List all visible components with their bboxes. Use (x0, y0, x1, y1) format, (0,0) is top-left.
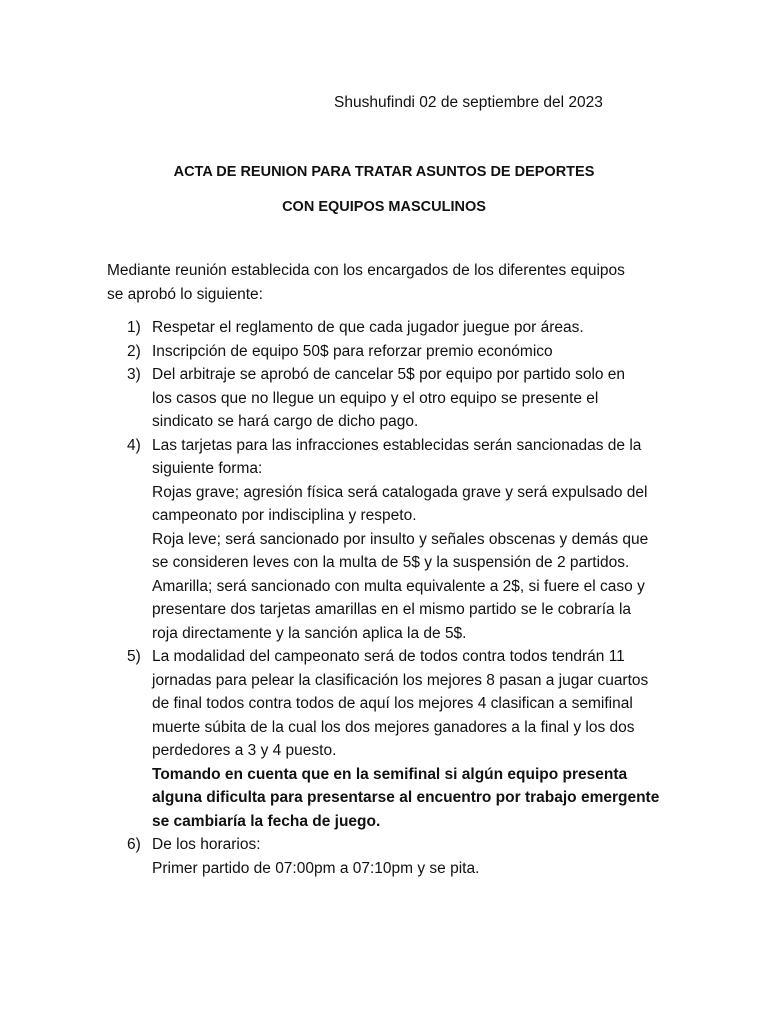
item-emphasis-line: se cambiaría la fecha de juego. (152, 812, 381, 830)
list-item-3 (127, 363, 687, 434)
item-text-line: La modalidad del campeonato será de todos contra todos tendrán 11 (152, 648, 625, 665)
list-item-2 (127, 340, 687, 364)
item-text-line: sindicato se hará cargo de dicho pago. (152, 413, 419, 430)
intro-paragraph (107, 259, 667, 307)
item-text-line: Roja leve; será sancionado por insulto y señales obscenas y demás que (152, 530, 649, 548)
item-text-line: Rojas grave; agresión física será catalogada grave y será expulsado del (152, 483, 648, 501)
item-emphasis-line: alguna dificulta para presentarse al encuentro por trabajo emergente (152, 789, 660, 806)
date-line: Shushufindi 02 de septiembre del 2023 (334, 94, 603, 111)
item-number: 3) (127, 366, 141, 383)
item-text-line: Las tarjetas para las infracciones establecidas serán sancionadas de la (152, 436, 642, 454)
list-item-5 (127, 645, 687, 833)
intro-line: Mediante reunión establecida con los encargados de los diferentes equipos (107, 262, 625, 279)
item-text-line: Del arbitraje se aprobó de cancelar 5$ por equipo por partido solo en (152, 366, 626, 383)
item-text-line: muerte súbita de la cual los dos mejores ganadores a la final y los dos (152, 718, 635, 736)
list-item-6 (127, 833, 687, 880)
item-text-line: Amarilla; será sancionado con multa equivalente a 2$, si fuere el caso y (152, 577, 645, 595)
item-text-line: se consideren leves con la multa de 5$ y la suspensión de 2 partidos. (152, 554, 630, 571)
item-number: 1) (127, 319, 141, 336)
item-emphasis-line: Tomando en cuenta que en la semifinal si algún equipo presenta (152, 765, 628, 783)
item-text-line: perdedores a 3 y 4 puesto. (152, 742, 337, 759)
item-text-line: Inscripción de equipo 50$ para reforzar premio económico (152, 342, 553, 360)
item-text-line: de final todos contra todos de aquí los mejores 4 clasifican a semifinal (152, 695, 633, 712)
item-text-line: campeonato por indisciplina y respeto. (152, 507, 417, 524)
item-number: 4) (127, 436, 141, 454)
item-text-line: los casos que no llegue un equipo y el otro equipo se presente el (152, 389, 599, 407)
item-number: 6) (127, 836, 141, 853)
list-item-4 (127, 434, 687, 646)
item-text-line: De los horarios: (152, 836, 261, 853)
document-title-line-1: ACTA DE REUNION PARA TRATAR ASUNTOS DE DEPORTES (173, 164, 595, 180)
item-text-line: siguiente forma: (152, 460, 263, 477)
resolutions-list (127, 316, 687, 880)
item-text-line: Primer partido de 07:00pm a 07:10pm y se pita. (152, 859, 480, 877)
list-item-1 (127, 316, 687, 340)
item-number: 5) (127, 648, 141, 665)
intro-line: se aprobó lo siguiente: (107, 286, 263, 303)
item-text-line: jornadas para pelear la clasificación los mejores 8 pasan a jugar cuartos (152, 671, 649, 689)
item-text-line: roja directamente y la sanción aplica la de 5$. (152, 624, 467, 642)
item-text-line: presentare dos tarjetas amarillas en el mismo partido se le cobraría la (152, 601, 632, 618)
item-number: 2) (127, 342, 141, 360)
item-text-line: Respetar el reglamento de que cada jugador juegue por áreas. (152, 319, 584, 336)
document-title-line-2: CON EQUIPOS MASCULINOS (282, 199, 486, 215)
